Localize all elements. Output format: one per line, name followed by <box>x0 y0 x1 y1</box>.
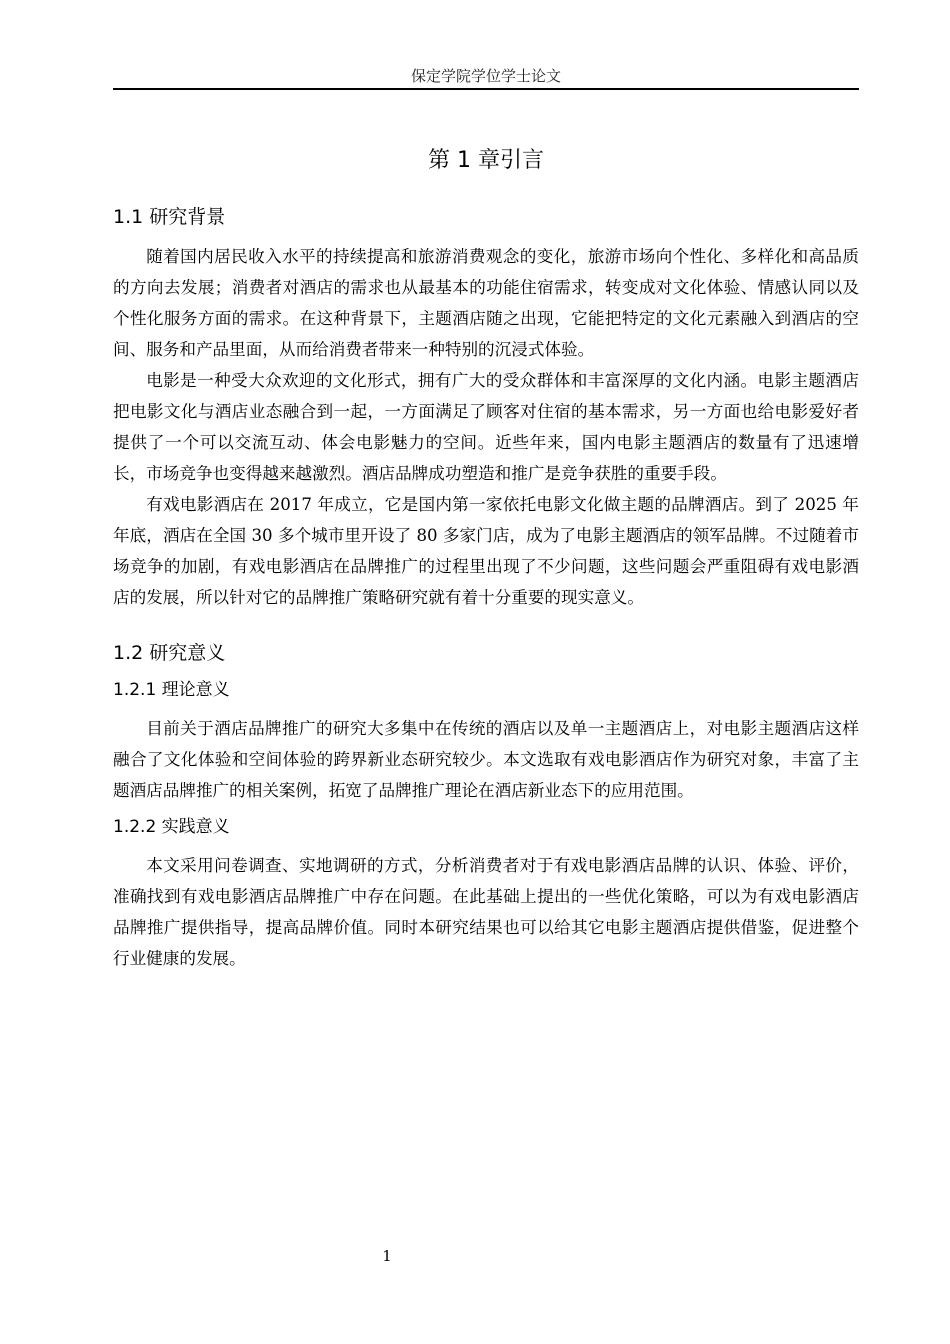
page-number-footer <box>0 1246 950 1266</box>
paragraph: 随着国内居民收入水平的持续提高和旅游消费观念的变化，旅游市场向个性化、多样化和高品质的方向去发展；消费者对酒店的需求也从最基本的功能住宿需求，转变成对文化体验、情感认同以及个性化服务方面的需求。在这种背景下，主题酒店随之出现，它能把特定的文化元素融入到酒店的空间、服务和产品里面，从而给消费者带来一种特别的沉浸式体验。 <box>113 247 859 359</box>
section-heading: 1.2 研究意义 <box>113 642 226 664</box>
chapter-title: 第 1 章引言 <box>428 148 544 173</box>
subsection-theoretical-significance <box>113 677 859 806</box>
paragraph: 目前关于酒店品牌推广的研究大多集中在传统的酒店以及单一主题酒店上，对电影主题酒店这样融合了文化体验和空间体验的跨界新业态研究较少。本文选取有戏电影酒店作为研究对象，丰富了主题酒店品牌推广的相关案例，拓宽了品牌推广理论在酒店新业态下的应用范围。 <box>113 719 859 800</box>
paragraph: 本文采用问卷调查、实地调研的方式，分析消费者对于有戏电影酒店品牌的认识、体验、评价，准确找到有戏电影酒店品牌推广中存在问题。在此基础上提出的一些优化策略，可以为有戏电影酒店品牌推广提供指导，提高品牌价值。同时本研究结果也可以给其它电影主题酒店提供借鉴，促进整个行业健康的发展。 <box>113 856 859 968</box>
subsection-practical-significance <box>113 814 859 974</box>
section-research-background <box>113 203 859 613</box>
page-header: 保定学院学位学士论文 <box>410 67 561 85</box>
subsection-heading: 1.2.2 实践意义 <box>113 817 230 837</box>
document-body <box>113 135 859 974</box>
section-heading: 1.1 研究背景 <box>113 206 226 228</box>
paragraph: 电影是一种受大众欢迎的文化形式，拥有广大的受众群体和丰富深厚的文化内涵。电影主题酒店把电影文化与酒店业态融合到一起，一方面满足了顾客对住宿的基本需求，另一方面也给电影爱好者提供了一个可以交流互动、体会电影魅力的空间。近些年来，国内电影主题酒店的数量有了迅速增长，市场竞争也变得越来越激烈。酒店品牌成功塑造和推广是竞争获胜的重要手段。 <box>113 371 859 483</box>
page-number: 1 <box>382 1247 392 1265</box>
paragraph: 有戏电影酒店在 2017 年成立，它是国内第一家依托电影文化做主题的品牌酒店。到了 2025 年年底，酒店在全国 30 多个城市里开设了 80 多家门店，成为了电影主题酒店的领军品牌。不过随着市场竞争的加剧，有戏电影酒店在品牌推广的过程里出现了不少问题，这些问题会严重阻碍有戏电影酒店的发展，所以针对它的品牌推广策略研究就有着十分重要的现实意义。 <box>113 495 859 607</box>
header-rule <box>113 88 859 90</box>
section-research-significance <box>113 639 859 974</box>
subsection-heading: 1.2.1 理论意义 <box>113 680 230 700</box>
